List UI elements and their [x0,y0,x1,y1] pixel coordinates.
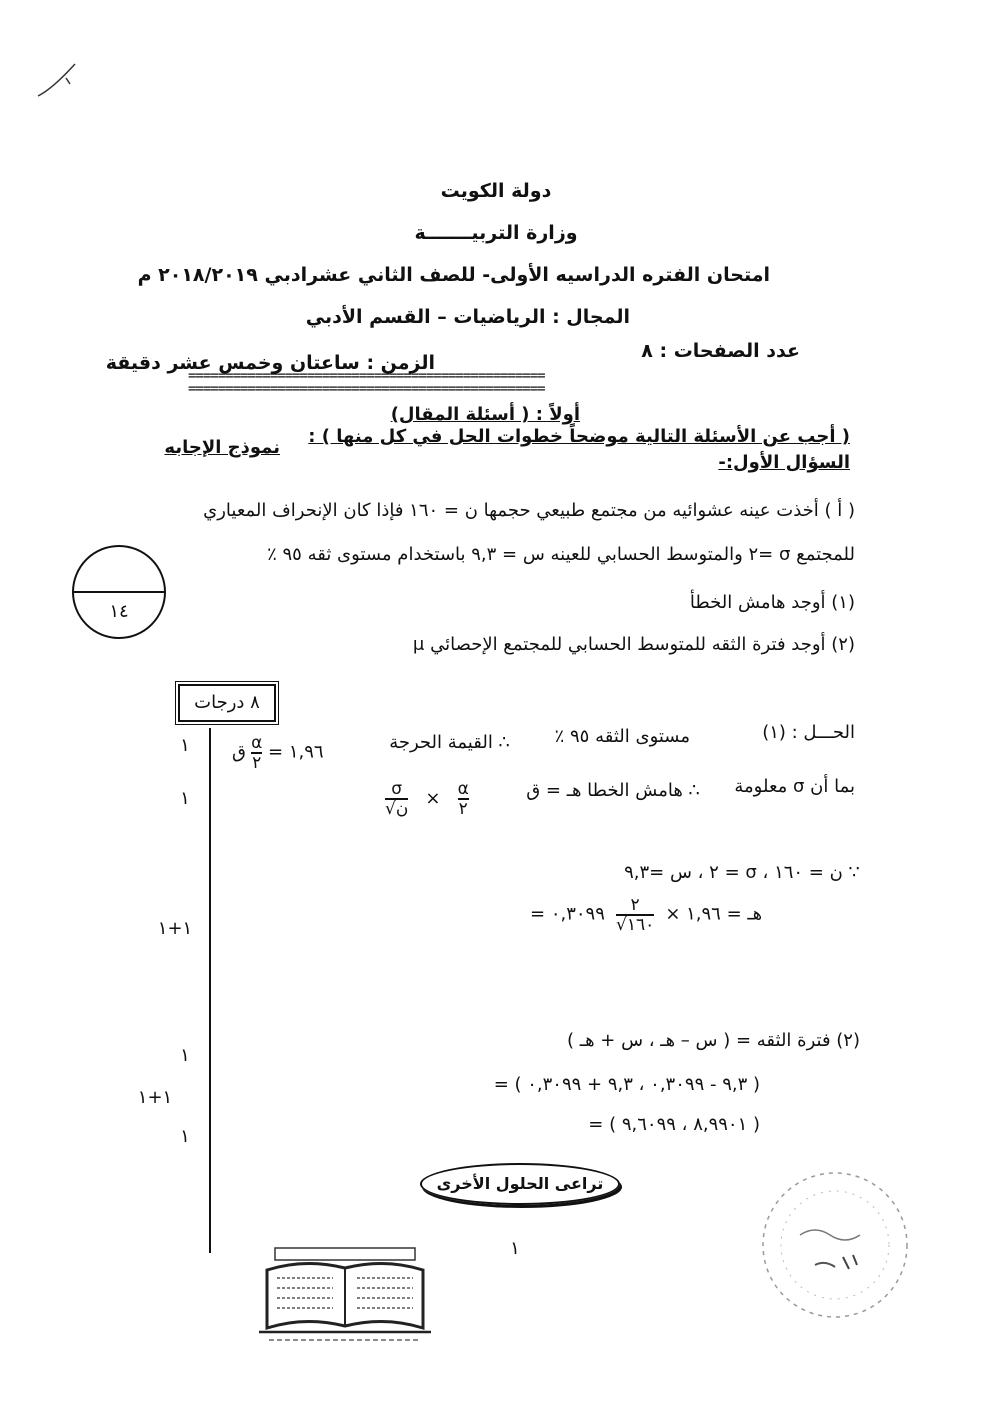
corner-check-mark [30,60,80,105]
header-separator-2: ================================================ [188,385,545,394]
margin-error-label: ∴ هامش الخطا هـ = ق [526,780,700,801]
numerator: ٢ [630,895,640,915]
section-instruction: ( أجب عن الأسئلة التالية موضحاً خطوات الحل في كل منها ) : [308,426,850,447]
two-digit: ٢ [458,799,468,819]
country-title: دولة الكويت [440,180,552,202]
question-line-1: ( أ ) أخذت عينه عشوائيه من مجتمع طبيعي حجمها ن = ١٦٠ فإذا كان الإنحراف المعياري [203,500,855,521]
margin-calculation [530,896,762,934]
subject-line: المجال : الرياضيات – القسم الأدبي [305,306,630,328]
exam-time: الزمن : ساعتان وخمس عشر دقيقة [105,352,435,374]
margin-equals-times: هـ = ١,٩٦ × [665,903,763,925]
q-alpha-half [251,734,262,772]
given-values: ∵ ن = ١٦٠ ، σ = ٢ ، س =٩,٣ [624,862,860,883]
times-sign: × [425,787,441,809]
alpha-over-two [458,780,469,818]
score-circle-divider [74,591,164,593]
book-stamp-emblem [255,1240,435,1345]
critical-value-expression [232,734,324,772]
marking-column-line [209,728,211,1253]
critical-value-label: ∴ القيمة الحرجة [389,732,510,753]
critical-value-number: ١,٩٦ = [262,741,324,763]
root-n: √ن [385,799,409,819]
model-answer-label: نموذج الإجابه [164,437,280,458]
mark-6: ١ [180,1126,190,1147]
interval-step-1: = ( ٩,٣ - ٠,٣٠٩٩ ، ٩,٣ + ٠,٣٠٩٩ ) [493,1074,760,1095]
mark-2: ١ [180,788,190,809]
other-solutions-note: تراعى الحلول الأخرى [420,1163,620,1205]
interval-step-2: = ( ٨,٩٩٠١ ، ٩,٦٠٩٩ ) [588,1114,760,1135]
sigma-symbol: σ [391,779,403,799]
q-letter: ق [232,741,246,763]
two-over-root-160 [616,896,654,934]
ministry-title: وزارة التربيـــــــة [414,222,578,244]
margin-result: = ٠,٣٠٩٩ [530,903,605,925]
degrees-box: ٨ درجات [178,684,276,722]
two-digit: ٢ [252,753,262,773]
solution-label: الحـــل : (١) [762,722,855,743]
sigma-over-root-n [385,780,408,818]
alpha-symbol: α [251,733,263,753]
mark-5: ١+١ [137,1087,173,1108]
alpha-symbol: α [457,779,469,799]
score-total: ١٤ [109,601,129,622]
confidence-level: مستوى الثقه ٩٥ ٪ [554,726,690,747]
header-separator-1: ================================================ [188,372,545,381]
pages-count: عدد الصفحات : ٨ [641,340,800,362]
question-part-1: (١) أوجد هامش الخطأ [689,592,855,613]
question-part-2: (٢) أوجد فترة الثقه للمتوسط الحسابي للمجتمع الإحصائي μ [412,634,855,655]
page-number: ١ [510,1238,520,1259]
sigma-known-statement: بما أن σ معلومة [734,776,855,797]
denominator: √١٦٠ [615,915,655,935]
interval-formula: (٢) فترة الثقه = ( س – هـ ، س + هـ ) [567,1030,860,1051]
mark-3: ١+١ [157,918,193,939]
mark-1: ١ [180,735,190,756]
official-seal [755,1165,915,1325]
exam-title: امتحان الفتره الدراسيه الأولى- للصف الثاني عشرادبي ٢٠١٨/٢٠١٩ م [137,264,770,286]
question-line-2: للمجتمع σ =٢ والمتوسط الحسابي للعينه س = ٩,٣ باستخدام مستوى ثقه ٩٥ ٪ [267,544,855,565]
mark-4: ١ [180,1045,190,1066]
score-circle [72,545,166,639]
section-title: أولاً : ( أسئلة المقال) [390,404,580,425]
question-one-label: السؤال الأول:- [718,452,850,473]
margin-formula [385,780,469,818]
